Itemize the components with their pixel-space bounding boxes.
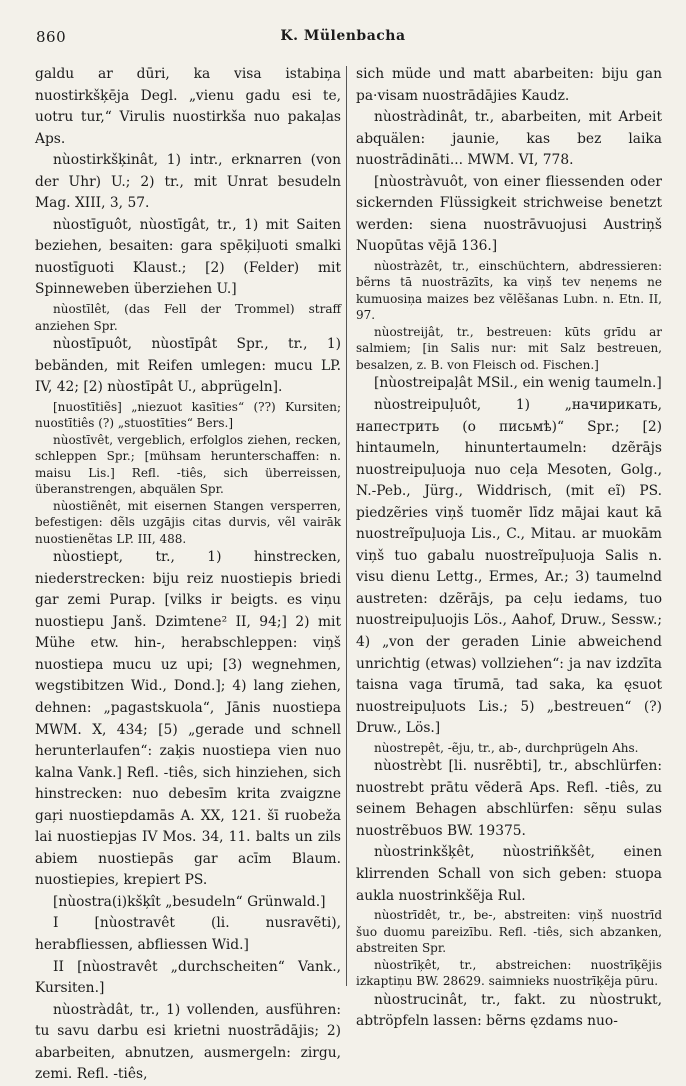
column-divider	[346, 66, 347, 986]
dictionary-entry: I [nùostravêt (li. nusravẽti), herabfliessen, abfliessen Wid.]	[35, 915, 341, 953]
dictionary-entry: nùostràdinât, tr., abarbeiten, mit Arbeit abquälen: jaunie, kas bez laika nuostrādināti... MWM. VI, 778.	[356, 109, 662, 169]
dictionary-entry: sich müde und matt abarbeiten: biju gan pa·visam nuostrādājies Kaudz.	[356, 66, 662, 104]
dictionary-entry: [nùostràvuôt, von einer fliessenden oder sickernden Flüssigkeit strichweise benetzt werden: siena nuostrāvuojusi Austriņš Nuopūtas vējā 136.]	[356, 173, 662, 255]
dictionary-entry: II [nùostravêt „durchscheiten“ Vank., Kursiten.]	[35, 958, 341, 997]
page-header	[0, 28, 686, 52]
dictionary-entry: nùostiept, tr., 1) hinstrecken, niederstrecken: biju reiz nuostiepis briedi gar zemi Purap. [vilks ir beigts. es viņu nuostiepu Janš. Dzimtene² II, 94;] 2) mit Mühe etw. hin-, herabschleppen: viņš nuostiepa mucu uz upi; [3) wegnehmen, wegstibitzen Wid., Dond.]; 4) lang ziehen, dehnen: „pagastskuola“, Jānis nuostiepa MWM. X, 434; [5) „gerade und schnell herunterlaufen“: zaķis nuostiepa vien nuo kalna Vank.] Refl. -tiês, sich hinziehen, sich hinstrecken: nuo debesīm krita zvaigzne gaŗi nuostiepdamās A. XX, 121. šī ruobeža lai nuostiepjas IV Mos. 34, 11. balts un zils abiem nuostiepās gar acīm Blaum. nuostiepies, krepiert PS.	[35, 549, 341, 889]
left-column	[35, 64, 341, 1086]
dictionary-entry: nùostrucinât, tr., fakt. zu nùostrukt, abtröpfeln lassen: bẽrns ęzdams nuo-	[356, 991, 662, 1030]
dictionary-entry: nùostiẽnêt, mit eisernen Stangen versperren, befestigen: dẽls uzgājis citas durvis, vẽl vairāk nuostienẽtas LP. III, 488.	[35, 498, 341, 546]
dictionary-entry: galdu ar dūri, ka visa istabiņa nuostirkšķēja Degl. „vienu gadu esi te, uotru tur,“ Virulis nuostirkša nuo pakaļas Aps.	[35, 66, 341, 147]
dictionary-entry: nùostreijât, tr., bestreuen: kūts grīdu ar salmiem; [in Salis nur: mit Salz bestreuen, besalzen, z. B. von Fleisch od. Fischen.]	[356, 324, 662, 372]
dictionary-entry: [nùostra(i)kšķît „besudeln“ Grünwald.]	[53, 893, 326, 910]
dictionary-entry: nùostīvêt, vergeblich, erfolglos ziehen, recken, schleppen Spr.; [mühsam herunterschaffen: n. maisu Lis.] Refl. -tiês, sich überreissen, überanstrengen, abquälen Spr.	[35, 432, 341, 497]
running-head: K. Mülenbacha	[280, 28, 406, 44]
dictionary-entry: nùostīlêt, (das Fell der Trommel) straff anziehen Spr.	[35, 302, 341, 333]
dictionary-entry: nùostreipuļuôt, 1) „начирикать, напестрить (о письмѣ)“ Spr.; [2) hintaumeln, hinuntertaumeln: dzẽrājs nuostreipuļuoja nuo ceļa Mesoten, Golg., N.-Peb., Jürg., Widdrisch, (mit eĩ) PS. piedzẽries viņš tuomẽr līdz mājai kaut kā nuostreĩpuļuoja Lis., C., Mitau. ar muokām viņš tuo gabalu nuostreĩpuļuoja Salis n. visu dienu Lettg., Ermes, Ar.; 3) taumelnd austreten: dzẽrājs, pa ceļu iedams, tuo nuostreipuļuojis Lös., Aahof, Druw., Sessw.; 4) „von der geraden Linie abweichend unrichtig (etwas) vollziehen“: ja nav izdzīta taisna vaga tīrumā, tad saka, ka ęsuot nuostreipuļuots Lis.; 5) „bestreuen“ (?) Druw., Lös.]	[356, 396, 662, 737]
dictionary-entry: nùostràzêt, tr., einschüchtern, abdressieren: bẽrns tā nuostrāzīts, ka viņš tev neņems ne kumuosiņa maizes bez vẽlẽšanas Lubn. n. Etn. II, 97.	[356, 258, 662, 323]
dictionary-entry: nùostrepêt, -ẽju, tr., ab-, durchprügeln Ahs.	[374, 740, 639, 755]
right-column	[356, 64, 662, 1033]
dictionary-entry: nùostrīdêt, tr., be-, abstreiten: viņš nuostrīd šuo duomu pareizību. Refl. -tiês, sich abzanken, abstreiten Spr.	[356, 908, 662, 956]
dictionary-entry: [nuostītiẽs] „niezuot kasīties“ (??) Kursiten; nuostītiês (?) „stuostīties“ Bers.]	[35, 399, 341, 431]
dictionary-entry: nùostrinkšķêt, nùostriñkšêt, einen klirrenden Schall von sich geben: stuopa aukla nuostrinkšẽja Rul.	[356, 844, 662, 904]
dictionary-entry: nùostīpuôt, nùostīpât Spr., tr., 1) bebänden, mit Reifen umlegen: mucu LP. IV, 42; [2) nùostīpât U., abprügeln].	[35, 336, 341, 396]
dictionary-entry: nùostirkšķinât, 1) intr., erknarren (von der Uhr) U.; 2) tr., mit Unrat besudeln Mag. XIII, 3, 57.	[35, 152, 341, 212]
dictionary-entry: [nùostreipaļât MSil., ein wenig taumeln.]	[374, 375, 662, 392]
dictionary-entry: nùostràdât, tr., 1) vollenden, ausführen: tu savu darbu esi krietni nuostrādājis; 2) abarbeiten, abnutzen, ausmergeln: zirgu, zemi. Refl. -tiês,	[35, 1001, 341, 1083]
page-number: 860	[36, 28, 67, 46]
dictionary-entry: nùostrèbt [li. nusrẽbti], tr., abschlürfen: nuostrebt prātu vẽderā Aps. Refl. -tiês, zu seinem Behagen abschlürfen: sẽņu sulas nuostrẽbuos BW. 19375.	[356, 758, 662, 839]
dictionary-entry: nùostīguôt, nùostīgât, tr., 1) mit Saiten beziehen, besaiten: gara spēķiļuoti smalki nuostīguoti Klaust.; [2) (Felder) mit Spinneweben überziehen U.]	[35, 216, 341, 298]
dictionary-entry: nùostrīķêt, tr., abstreichen: nuostrīķẽjis izkaptiņu BW. 28629. saimnieks nuostrīķẽja pūru.	[356, 957, 662, 989]
